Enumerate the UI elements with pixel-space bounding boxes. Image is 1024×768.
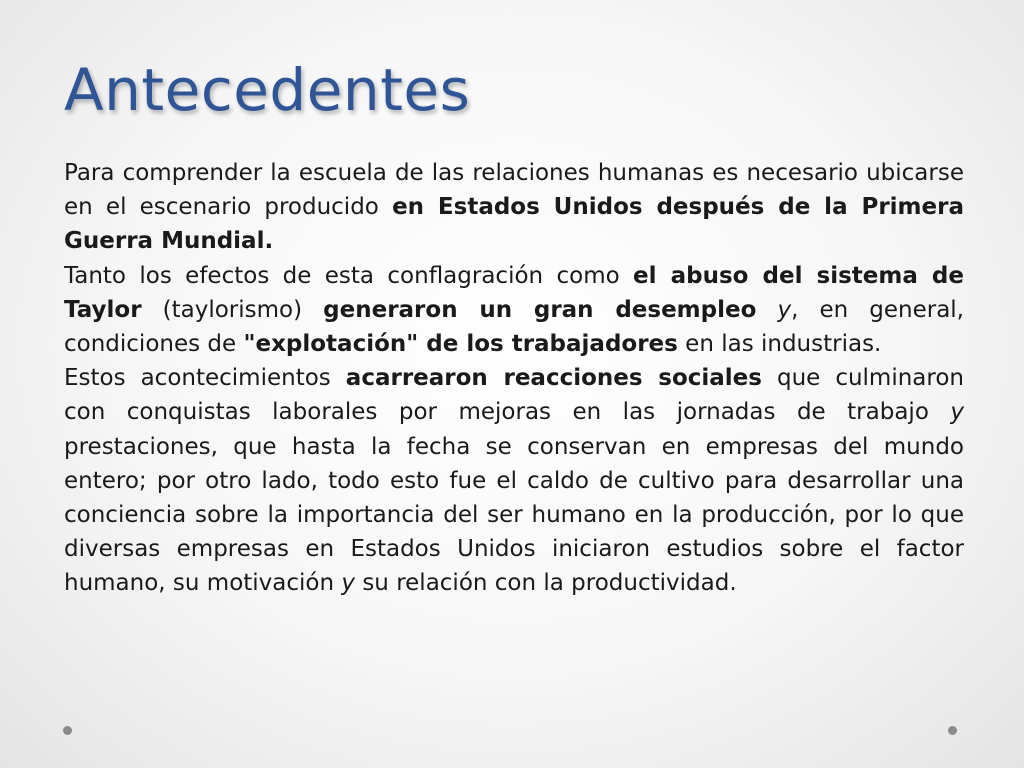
text-run: (taylorismo) [141,296,324,323]
slide-body [64,156,964,601]
bold-run: generaron un gran desempleo [323,296,757,323]
text-run: Tanto los efectos de esta conflagración como [64,262,634,289]
text-run: su relación con la productividad. [355,570,737,597]
bold-run: en Estados Unidos después de la Primera Guerra Mundial. [64,194,964,255]
decorative-dot-right [948,726,957,735]
slide-title: Antecedentes [64,56,471,124]
text-run: Para comprender la escuela de las relaciones humanas es necesario ubicarse en el escenario producido [64,160,964,221]
paragraph-2 [64,259,964,362]
bold-run: acarrearon reacciones sociales [345,365,762,392]
italic-run: y [950,399,964,426]
italic-run: y [756,296,792,323]
text-run: en las industrias. [677,331,882,358]
text-run: prestaciones, que hasta la fecha se conservan en empresas del mundo entero; por otro lado, todo esto fue el caldo de cultivo para desarrollar una conciencia sobre la importancia del ser humano en la producción, por lo que diversas empresas en Estados Unidos iniciaron estudios sobre el factor humano, su motivación [64,433,964,597]
bold-run: el abuso del sistema de Taylor [64,262,964,323]
paragraph-1 [64,156,964,259]
text-run: , en general, condiciones de [64,296,964,358]
text-run: Estos acontecimientos [64,365,346,392]
text-run: que culminaron con conquistas laborales por mejoras en las jornadas de trabajo [64,365,964,426]
italic-run: y [341,570,356,597]
decorative-dot-left [63,726,72,735]
bold-run: "explotación" de los trabajadores [243,331,678,358]
paragraph-3 [64,361,964,600]
